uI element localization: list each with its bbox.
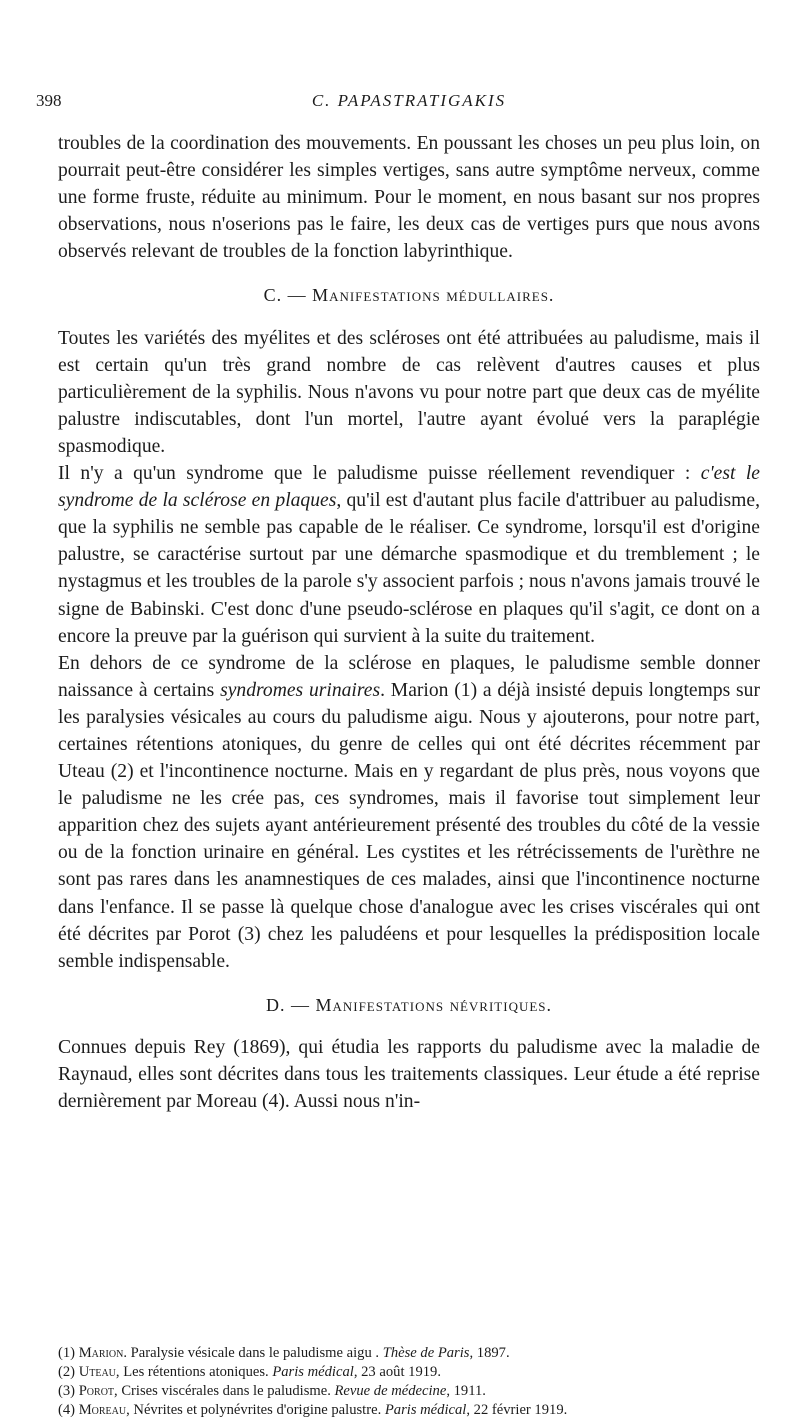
footnote (58, 1401, 800, 1420)
footnote-number: (2) (58, 1364, 76, 1380)
footnote-text: , Les rétentions atoniques. (115, 1364, 273, 1380)
footnote-number: (1) (58, 1345, 76, 1361)
footnote-author: Moreau (78, 1402, 127, 1418)
paragraph-text: Il n'y a qu'un syndrome que le paludisme puisse réellement revendiquer : (58, 463, 701, 485)
footnote-number: (3) (58, 1383, 76, 1399)
emphasis-text: syndromes urinaires (220, 679, 381, 701)
footnote-text: . Paralysie vésicale dans le paludisme aigu . (123, 1345, 383, 1361)
footnote-author: Porot (78, 1383, 115, 1399)
page-number: 398 (36, 91, 62, 110)
footnote-number: (4) (58, 1402, 76, 1418)
footnote-tail: , 1911. (446, 1383, 486, 1399)
paragraph-text: , qu'il est d'autant plus facile d'attribuer au paludisme, que la syphilis ne semble pas capable de le réaliser. Ce syndrome, lorsqu'il est d'origine palustre, se caractérise surtout par une démarche spasmodique et du tremblement ; le nystagmus et les troubles de la parole s'y associent parfois ; nous n'avons jamais trouvé le signe de Babinski. C'est donc d'une pseudo-sclérose en plaques qu'il s'agit, ce dont on a encore la preuve par la guérison qui survient à la suite du traitement. (58, 490, 761, 647)
footnote (58, 1363, 800, 1382)
footnote-tail: , 22 février 1919. (466, 1402, 568, 1418)
paragraph: Toutes les variétés des myélites et des scléroses ont été attribuées au paludisme, mais il est certain qu'un très grand nombre de cas relèvent d'autres causes et plus particulièrement de la syphilis. Nous n'avons vu pour notre part que deux cas de myélite palustre indiscutables, dont l'un mortel, l'autre ayant évolué vers la paraplégie spasmodique. (58, 327, 760, 457)
footnote-author: Marion (78, 1345, 124, 1361)
section-heading-d: D. — Manifestations névritiques. (265, 994, 553, 1015)
paragraph-text: . Marion (1) a déjà insisté depuis longtemps sur les paralysies vésicales au cours du paludisme aigu. Nous y ajouterons, pour notre part, certaines rétentions atoniques, du genre de celles qui ont été décrites récemment par Uteau (2) et l'incontinence nocturne. Mais en y regardant de plus près, nous voyons que le paludisme ne les crée pas, ces syndromes, mais il favorise tout simplement leur apparition chez des sujets ayant antérieurement présenté des troubles du côté de la vessie ou de la fonction urinaire en général. Les cystites et les rétrécissements de l'urèthre ne sont pas rares dans les anamnestiques de ces malades, ainsi que l'incontinence nocturne dans l'enfance. Il se passe là quelque chose d'analogue avec les crises viscérales qui ont été décrites par Porot (3) chez les paludéens et pour lesquelles la prédisposition locale semble indispensable. (58, 679, 760, 972)
body-text (58, 130, 760, 1115)
footnote (58, 1344, 800, 1363)
running-header (36, 91, 760, 115)
paragraph-continued: troubles de la coordination des mouvements. En poussant les choses un peu plus loin, on pourrait peut-être considérer les simples vertiges, sans autre symptôme nerveux, comme une forme fruste, réduite au minimum. Pour le moment, en nous basant sur nos propres observations, nous n'oserions pas le faire, les deux cas de vertiges purs que nous avons observés relevant de troubles de la fonction labyrinthique. (58, 133, 760, 263)
footnote-author: Uteau (78, 1364, 116, 1380)
paragraph: Connues depuis Rey (1869), qui étudia les rapports du paludisme avec la maladie de Raynaud, elles sont décrites dans tous les traitements classiques. Leur étude a été reprise dernièrement par Moreau (4). Aussi nous n'in- (58, 1036, 760, 1113)
footnote-text: , Névrites et polynévrites d'origine palustre. (126, 1402, 385, 1418)
footnote (58, 1382, 800, 1401)
footnotes (58, 1344, 800, 1420)
paragraph-text: En dehors de ce syndrome de la sclérose en plaques, le paludisme semble donner naissance à certains (58, 652, 760, 701)
footnote-text: , Crises viscérales dans le paludisme. (114, 1383, 335, 1399)
footnote-source: Paris médical (272, 1364, 354, 1380)
section-heading-c: C. — Manifestations médullaires. (263, 285, 555, 306)
footnote-source: Revue de médecine (334, 1383, 447, 1399)
running-title: C. PAPASTRATIGAKIS (311, 91, 507, 110)
footnote-source: Thèse de Paris (382, 1345, 470, 1361)
footnote-tail: , 1897. (469, 1345, 510, 1361)
paragraph (58, 650, 760, 975)
paragraph (58, 460, 760, 650)
footnote-source: Paris médical (384, 1402, 467, 1418)
footnote-tail: , 23 août 1919. (353, 1364, 441, 1380)
emphasis-text: c'est le syndrome de la sclérose en plaques (58, 463, 760, 512)
